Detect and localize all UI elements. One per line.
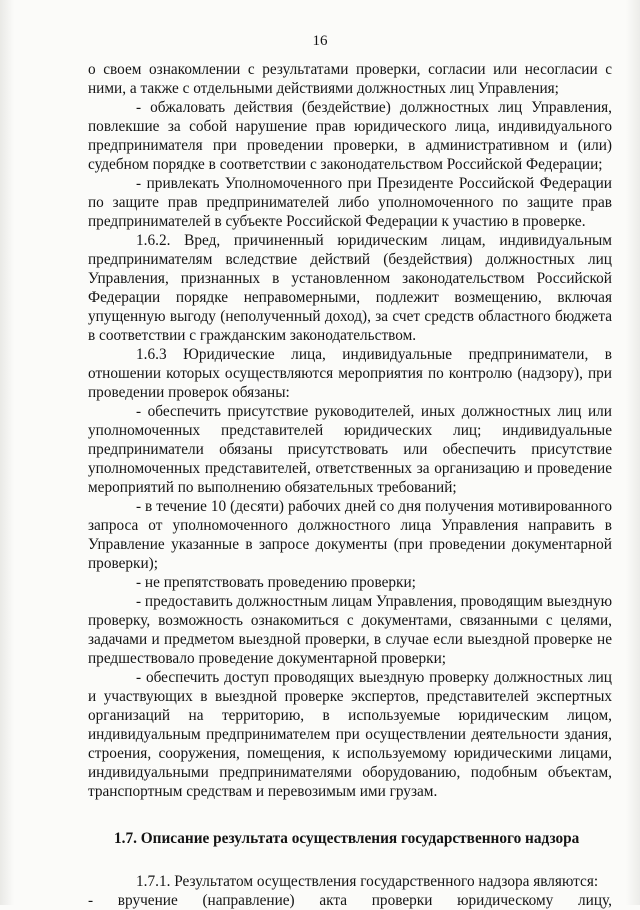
scan-left-edge — [0, 0, 14, 905]
paragraph-duty-no-obstruction: - не препятствовать проведению проверки; — [136, 574, 416, 591]
paragraph-duty-presence: - обеспечить присутствие руководителей, иных должностных лиц или уполномоченных представителей юридических лиц; индивидуальные предприниматели обязаны присутствовать или обеспечить присутствие уполномоченных представителей, ответственных за организацию и проведение мероприятий по выполнению обязательных требований; — [88, 403, 612, 496]
paragraph-continuation: о своем ознакомлении с результатами проверки, согласии или несогласии с ними, а также с отдельными действиями должностных лиц Управления; — [88, 61, 612, 97]
paragraph-1-6-2: 1.6.2. Вред, причиненный юридическим лицам, индивидуальным предпринимателям вследствие действий (бездействия) должностных лиц Управления, признанных в установленном законодательством Российской Федерации порядке неправомерными, подлежит возмещению, включая упущенную выгоду (неполученный доход), за счет средств областного бюджета в соответствии с гражданским законодательством. — [88, 232, 612, 344]
paragraph-duty-documents: - в течение 10 (десяти) рабочих дней со дня получения мотивированного запроса от уполномоченного должностного лица Управления направить в Управление указанные в запросе документы (при проведении документарной проверки); — [88, 498, 612, 572]
paragraph-right-ombudsman: - привлекать Уполномоченного при Президенте Российской Федерации по защите прав предпринимателей либо уполномоченного по защите прав предпринимателей в субъекте Российской Федерации к участию в проверке. — [88, 175, 612, 230]
paragraph-right-appeal: - обжаловать действия (бездействие) должностных лиц Управления, повлекшие за собой нарушение прав юридического лица, индивидуального предпринимателя при проведении проверки, в административном и (или) судебном порядке в соответствии с законодательством Российской Федерации; — [88, 99, 612, 173]
paragraph-result-item: - вручение (направление) акта проверки юридическому лицу, — [88, 892, 612, 909]
paragraph-1-6-3: 1.6.3 Юридические лица, индивидуальные предприниматели, в отношении которых осуществляются мероприятия по контролю (надзору), при проведении проверок обязаны: — [88, 346, 612, 401]
section-heading-1-7: 1.7. Описание результата осуществления государственного надзора — [114, 830, 580, 847]
paragraph-duty-familiarize: - предоставить должностным лицам Управления, проводящим выездную проверку, возможность ознакомиться с документами, связанными с целями, задачами и предметом выездной проверки, в случае если выездной проверке не предшествовало проведение документарной проверки; — [88, 593, 612, 667]
paragraph-duty-access: - обеспечить доступ проводящих выездную проверку должностных лиц и участвующих в выездной проверке экспертов, представителей экспертных организаций на территорию, в используемые юридическим лицом, индивидуальным предпринимателем при осуществлении деятельности здания, строения, сооружения, помещения, к используемому юридическими лицами, индивидуальными предпринимателями оборудованию, подобным объектам, транспортным средствам и перевозимым ими грузам. — [88, 669, 612, 800]
document-body — [88, 60, 612, 910]
paragraph-1-7-1: 1.7.1. Результатом осуществления государственного надзора являются: — [136, 873, 599, 890]
page-number: 16 — [312, 33, 328, 49]
scan-right-edge — [626, 0, 640, 905]
